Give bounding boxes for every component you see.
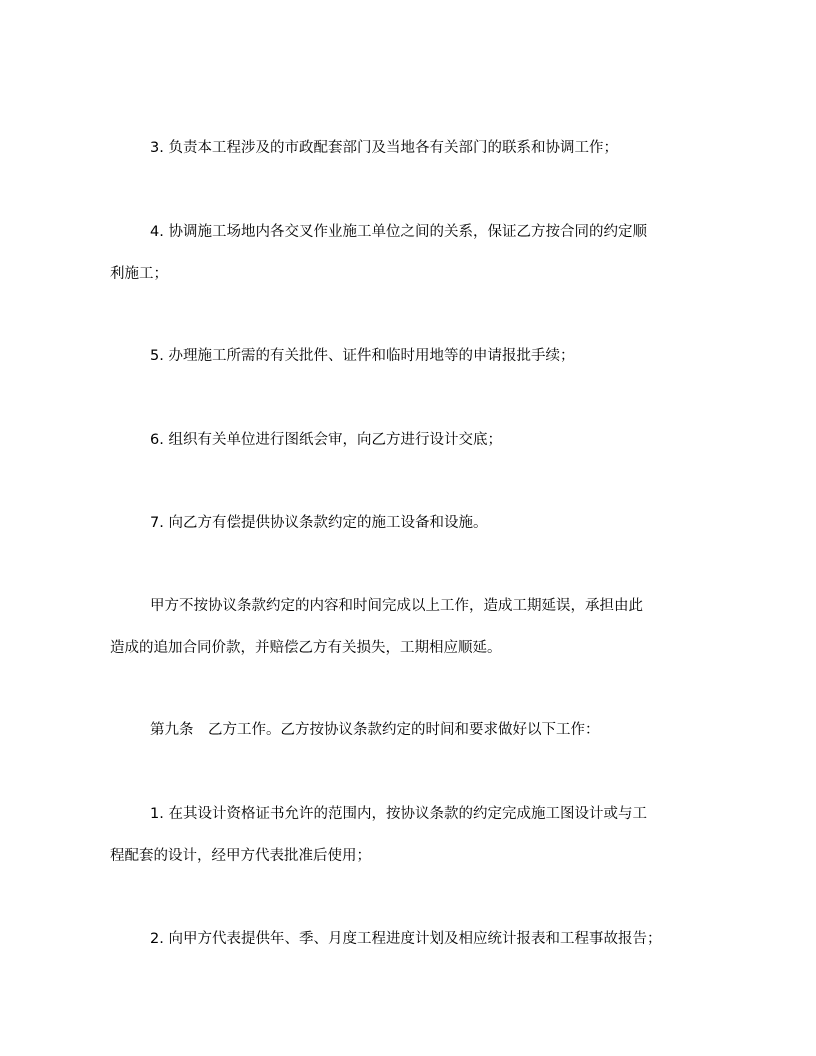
paragraph-line: 4. 协调施工场地内各交叉作业施工单位之间的关系，保证乙方按合同的约定顺 [150, 224, 647, 240]
paragraph-line: 利施工； [110, 266, 168, 282]
paragraph-line: 造成的追加合同价款，并赔偿乙方有关损失，工期相应顺延。 [110, 640, 502, 656]
paragraph-line: 程配套的设计，经甲方代表批准后使用； [110, 848, 371, 864]
paragraph-line: 第九条 乙方工作。乙方按协议条款约定的时间和要求做好以下工作： [150, 722, 600, 738]
paragraph-line: 1. 在其设计资格证书允许的范围内，按协议条款的约定完成施工图设计或与工 [150, 806, 647, 822]
paragraph-line: 6. 组织有关单位进行图纸会审，向乙方进行设计交底； [150, 432, 502, 448]
paragraph-line: 7. 向乙方有偿提供协议条款约定的施工设备和设施。 [150, 515, 488, 531]
paragraph-line: 5. 办理施工所需的有关批件、证件和临时用地等的申请报批手续； [150, 348, 575, 364]
paragraph-line: 3. 负责本工程涉及的市政配套部门及当地各有关部门的联系和协调工作； [150, 140, 618, 156]
paragraph-line: 甲方不按协议条款约定的内容和时间完成以上工作，造成工期延误，承担由此 [150, 598, 643, 614]
paragraph-line: 2. 向甲方代表提供年、季、月度工程进度计划及相应统计报表和工程事故报告； [150, 931, 662, 947]
